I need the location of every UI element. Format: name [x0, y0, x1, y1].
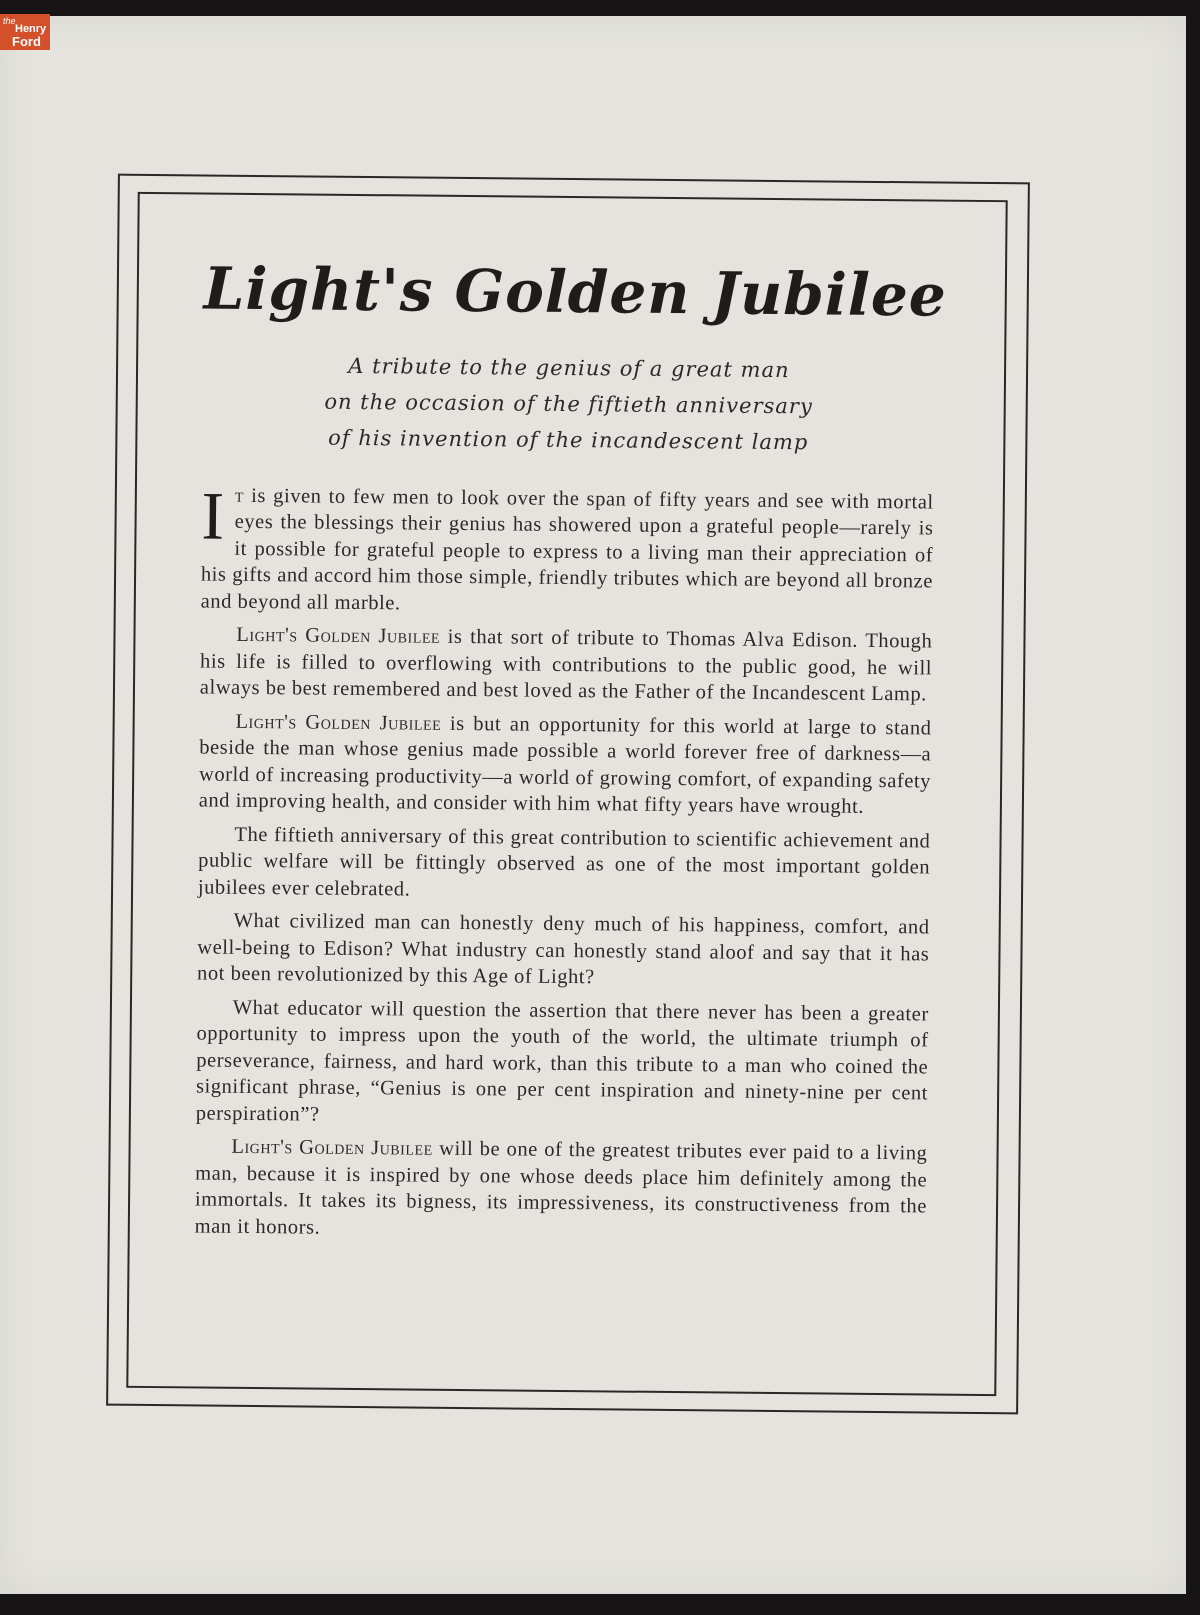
logo-text-henry: Henry: [15, 23, 47, 35]
paragraph-6: [196, 994, 929, 1134]
paragraph-text: is but an opportunity for this world at large to stand beside the man whose genius made possible a world forever free of darkness—a world of increasing productivity—a world of growing comfort, of expanding safety and improving health, and consider with him what fifty years have wrought.: [198, 712, 932, 818]
paragraph-3: [199, 708, 932, 821]
paragraph-7: [195, 1134, 928, 1247]
paragraph-4: [198, 821, 931, 908]
paragraph-text: The fiftieth anniversary of this great contribution to scientific achievement and public welfare will be fittingly observed as one of the most important golden jubilees ever celebrated.: [197, 823, 931, 901]
paragraph-text: is that sort of tribute to Thomas Alva Edison. Though his life is filled to overflowing with contributions to the public good, he will always be best remembered and best loved as the Father of the Incandescent Lamp.: [199, 625, 933, 706]
document-content: [194, 254, 948, 1253]
subtitle-line: on the occasion of the fiftieth anniversary: [324, 389, 813, 418]
paragraph-lead: t: [234, 484, 245, 507]
paragraph-text: What educator will question the assertion that there never has been a greater opportunity to impress upon the youth of the world, the ultimate triumph of perseverance, fairness, and hard work, than this tribute to a man who coined the significant phrase, “Genius is one per cent inspiration and ninety-nine per cent perspiration”?: [195, 996, 929, 1126]
subtitle: [202, 346, 935, 461]
paragraph-lead: Light's Golden Jubilee: [231, 1135, 433, 1160]
body-text: [194, 477, 934, 1246]
page-title: Light's Golden Jubilee: [203, 254, 948, 330]
logo-text-the: the: [3, 16, 16, 26]
paragraph-text: will be one of the greatest tributes ever paid to a living man, because it is inspired by one whose deeds place him definitely among the immortals. It takes its bigness, its impressiveness, its constructiveness from the man it honors.: [194, 1137, 928, 1239]
subtitle-line: of his invention of the incandescent lamp: [328, 425, 809, 454]
paragraph-1: [200, 477, 934, 622]
paragraph-lead: Light's Golden Jubilee: [236, 623, 441, 648]
drop-cap: I: [201, 477, 226, 554]
paragraph-lead: Light's Golden Jubilee: [235, 710, 442, 735]
paragraph-5: [197, 908, 930, 995]
subtitle-line: A tribute to the genius of a great man: [348, 353, 790, 382]
logo-text-ford: Ford: [12, 34, 41, 49]
paragraph-text: is given to few men to look over the span of fifty years and see with mortal eyes the blessings their genius has showered upon a grateful people—rarely is it possible for grateful people to express to a living man their appreciation of his gifts and accord him those simple, friendly tributes which are beyond all bronze and beyond all marble.: [200, 484, 934, 614]
paragraph-2: [200, 622, 933, 709]
henry-ford-logo[interactable]: [0, 14, 50, 50]
paragraph-text: What civilized man can honestly deny much of his happiness, comfort, and well-being to Edison? What industry can honestly stand aloof and say that it has not been revolutionized by this Age of Light?: [197, 909, 930, 989]
